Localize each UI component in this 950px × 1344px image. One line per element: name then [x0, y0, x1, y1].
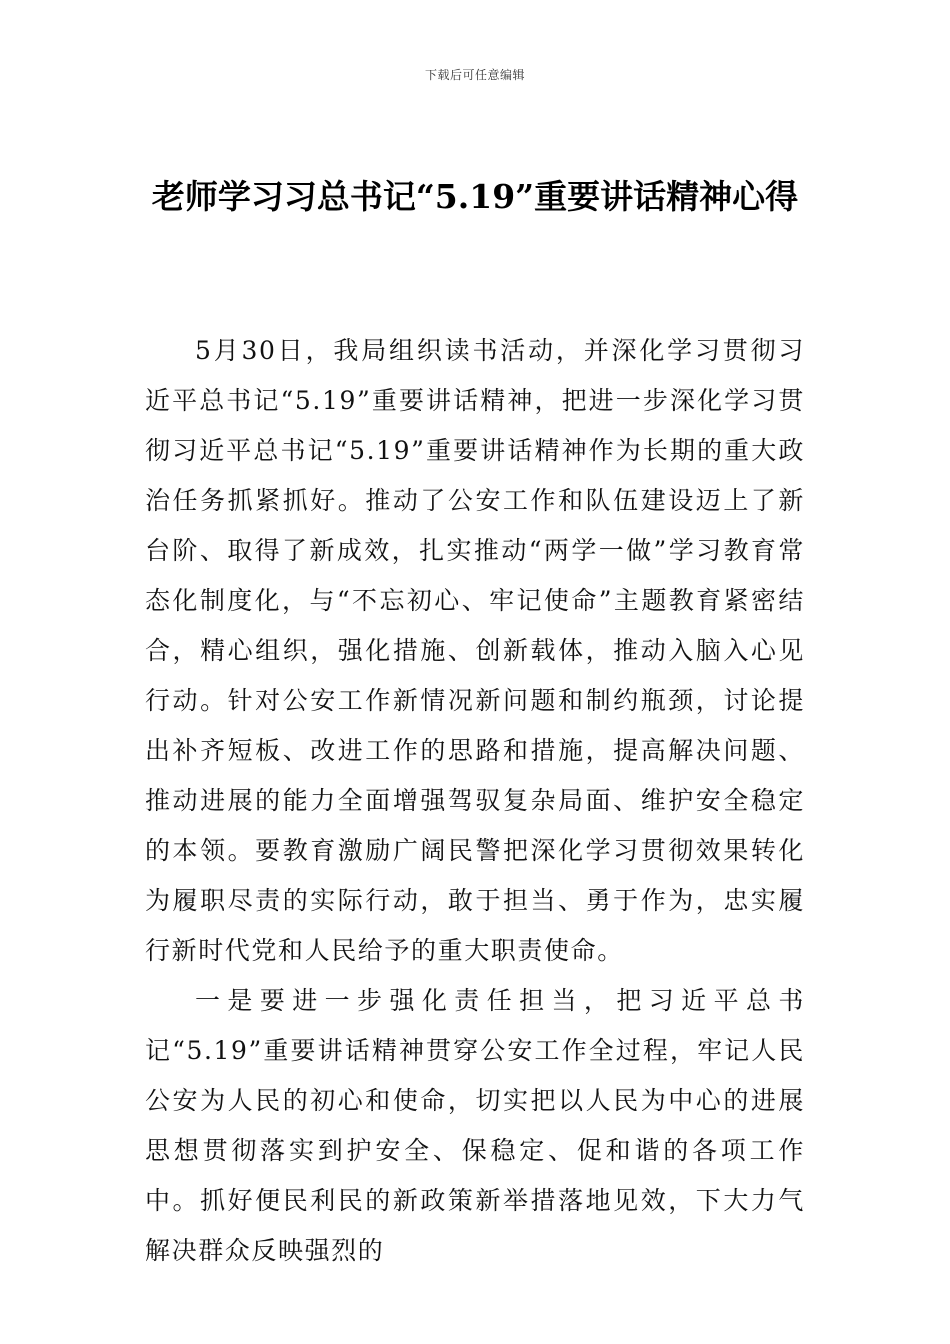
header-note: 下载后可任意编辑: [424, 68, 525, 82]
paragraph-2: 一是要进一步强化责任担当，把习近平总书记“5.19”重要讲话精神贯穿公安工作全过程，牢记人民公安为人民的初心和使命，切实把以人民为中心的进展思想贯彻落实到护安全、保稳定、促和谐的各项工作中。抓好便民利民的新政策新举措落地见效，下大力气解决群众反映强烈的: [145, 986, 805, 1265]
document-body: [145, 326, 805, 1276]
document-title: 老师学习习总书记“5.19”重要讲话精神心得: [151, 177, 799, 216]
paragraph-1: 5月30日，我局组织读书活动，并深化学习贯彻习近平总书记“5.19”重要讲话精神，把进一步深化学习贯彻习近平总书记“5.19”重要讲话精神作为长期的重大政治任务抓紧抓好。推动了公安工作和队伍建设迈上了新台阶、取得了新成效，扎实推动“两学一做”学习教育常态化制度化，与“不忘初心、牢记使命”主题教育紧密结合，精心组织，强化措施、创新载体，推动入脑入心见行动。针对公安工作新情况新问题和制约瓶颈，讨论提出补齐短板、改进工作的思路和措施，提高解决问题、推动进展的能力全面增强驾驭复杂局面、维护安全稳定的本领。要教育激励广阔民警把深化学习贯彻效果转化为履职尽责的实际行动，敢于担当、勇于作为，忠实履行新时代党和人民给予的重大职责使命。: [145, 336, 805, 965]
